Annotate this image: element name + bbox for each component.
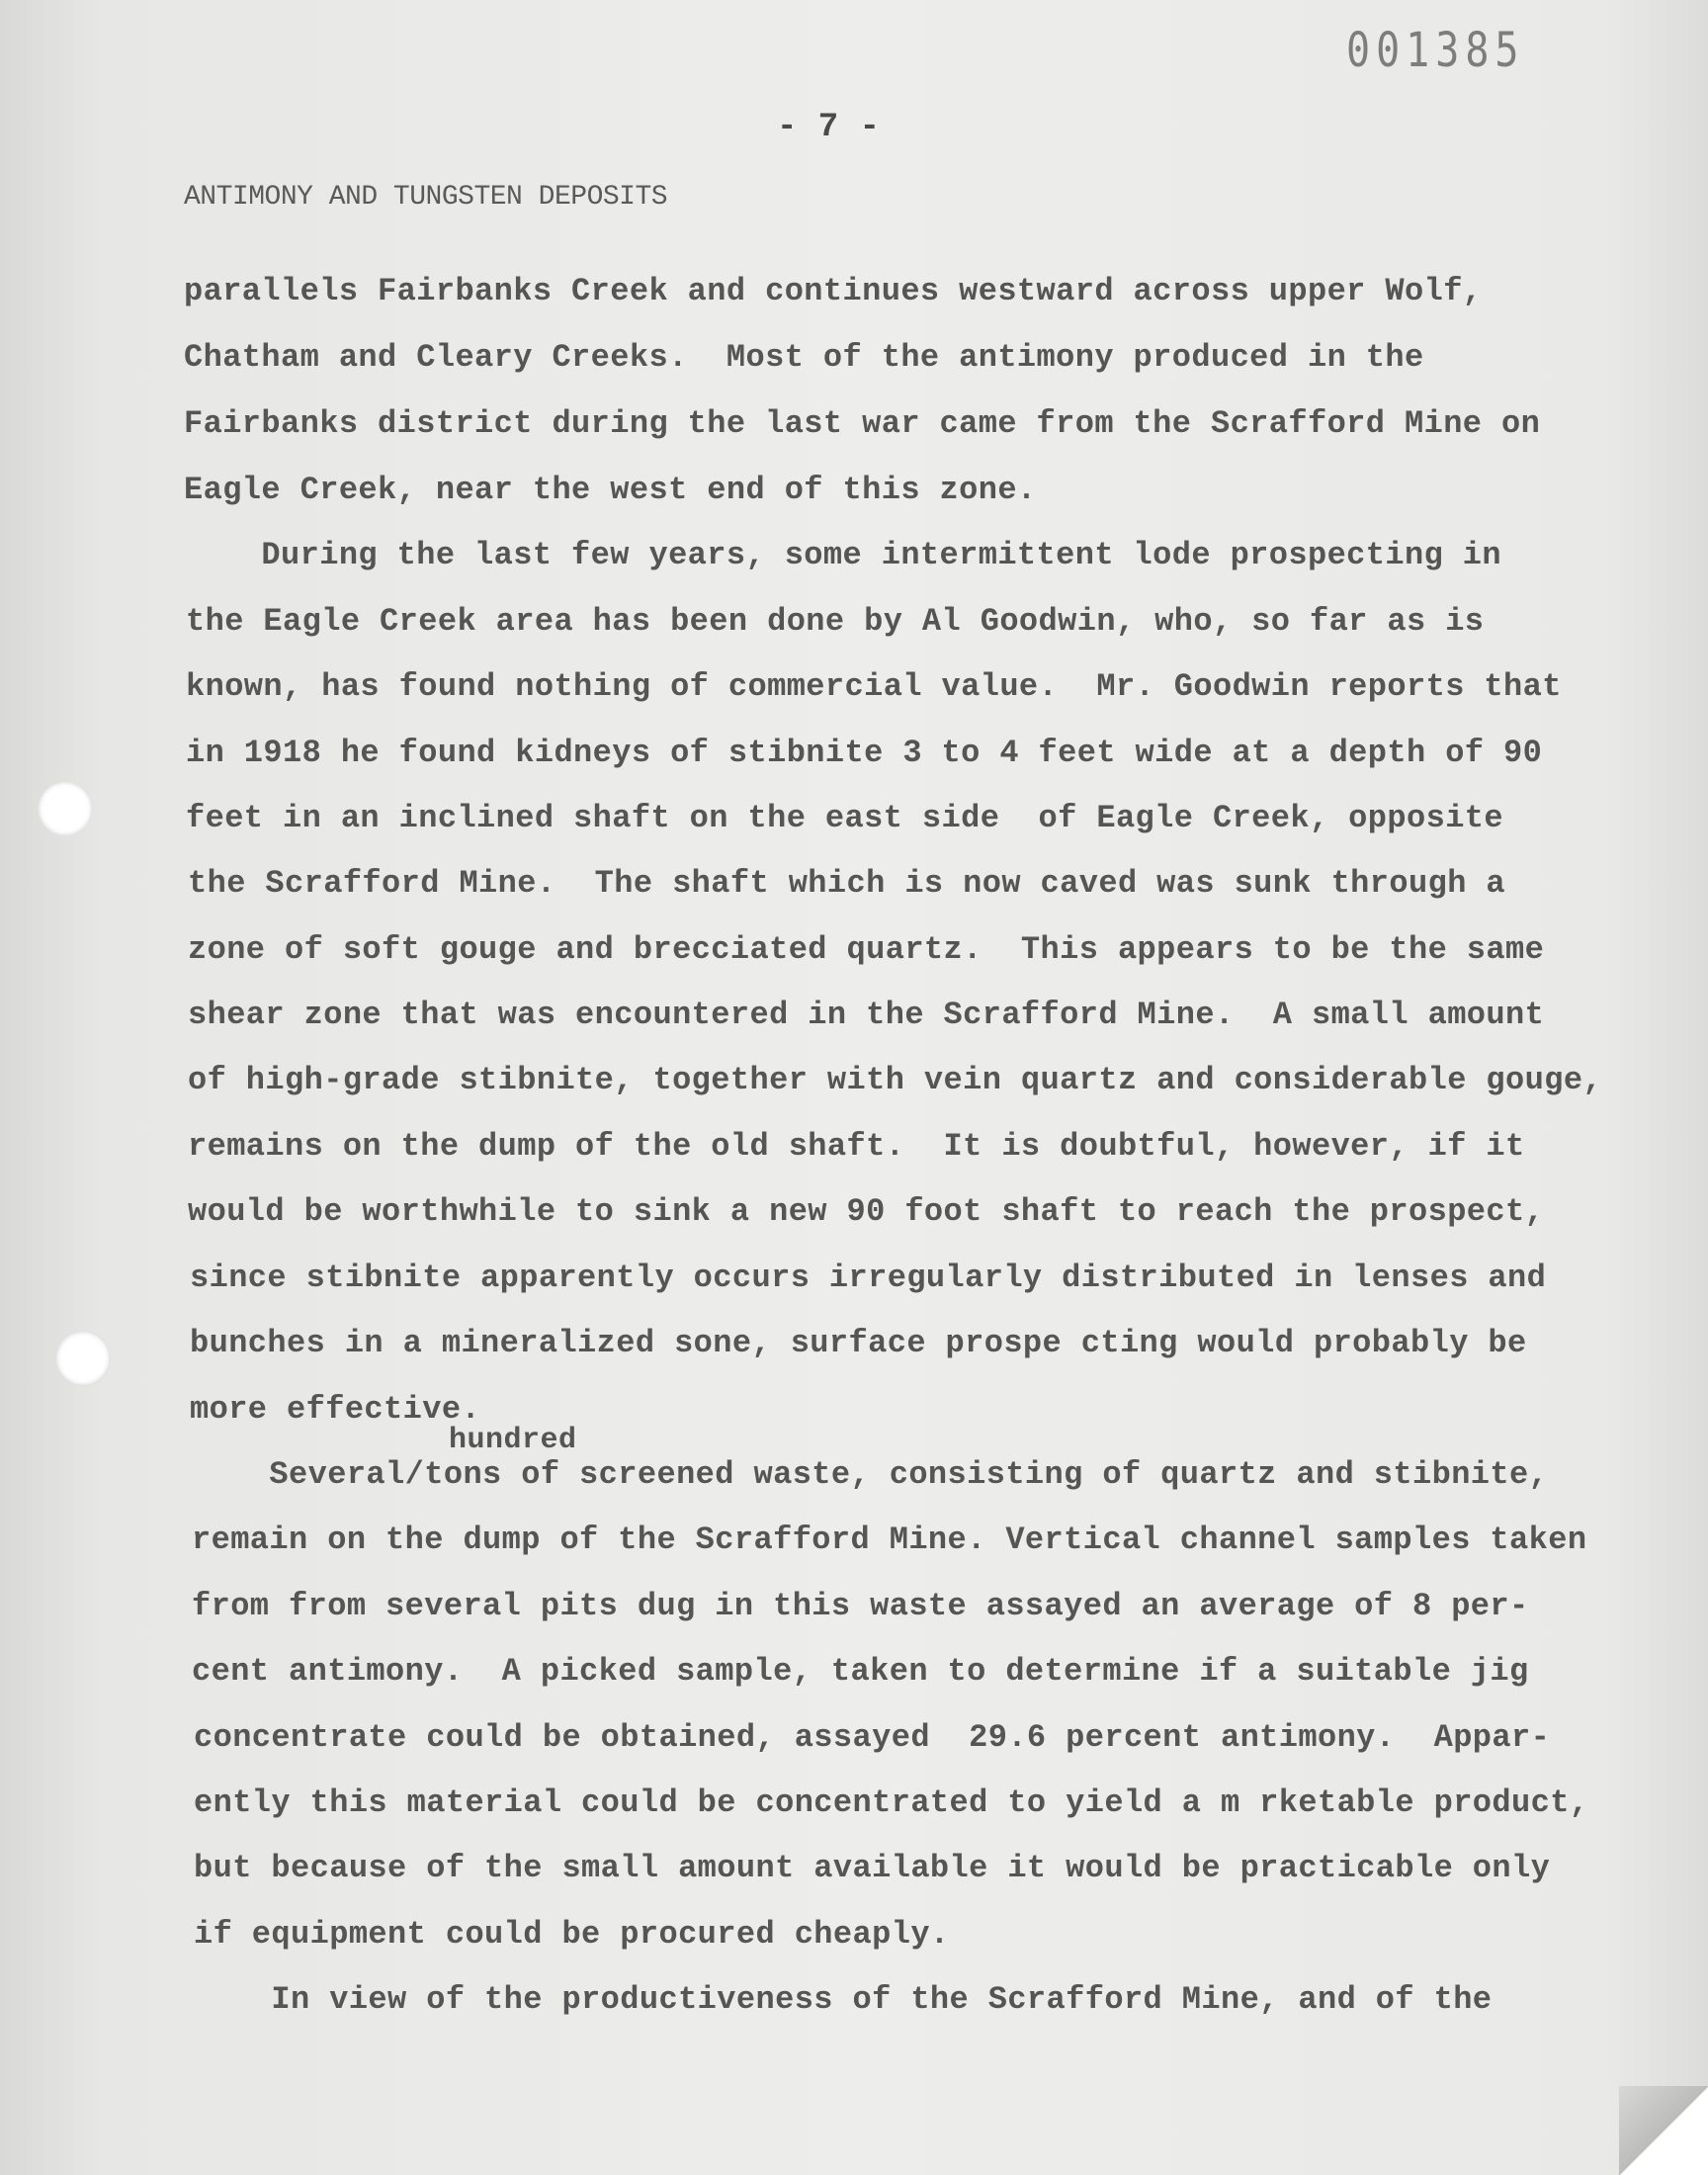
body-line: bunches in a mineralized sone, surface prospe cting would probably be <box>190 1325 1527 1361</box>
body-line: parallels Fairbanks Creek and continues westward across upper Wolf, <box>184 273 1483 309</box>
page-number: - 7 - <box>777 109 881 146</box>
body-line: of high-grade stibnite, together with vein quartz and considerable gouge, <box>188 1062 1603 1098</box>
body-line: Eagle Creek, near the west end of this zone. <box>184 472 1037 508</box>
body-line: but because of the small amount available it would be practicable only <box>194 1850 1551 1886</box>
punch-hole <box>38 781 93 836</box>
body-line: In view of the productiveness of the Scrafford Mine, and of the <box>194 1981 1493 2018</box>
folded-corner <box>1619 2086 1708 2175</box>
body-line: Fairbanks district during the last war came from the Scrafford Mine on <box>184 405 1541 442</box>
body-line: would be worthwhile to sink a new 90 foot shaft to reach the prospect, <box>188 1193 1545 1230</box>
document-number: 001385 <box>1346 24 1525 79</box>
body-line: Several/tons of screened waste, consisting of quartz and stibnite, <box>192 1456 1549 1493</box>
body-line: During the last few years, some intermittent lode prospecting in <box>184 537 1502 573</box>
body-line: if equipment could be procured cheaply. <box>194 1916 950 1953</box>
body-line: Chatham and Cleary Creeks. Most of the antimony produced in the <box>184 339 1424 376</box>
body-line: shear zone that was encountered in the Scrafford Mine. A small amount <box>188 997 1545 1033</box>
body-line: feet in an inclined shaft on the east side of Eagle Creek, opposite <box>186 800 1504 836</box>
body-line: in 1918 he found kidneys of stibnite 3 to 4 feet wide at a depth of 90 <box>186 735 1543 771</box>
body-line: known, has found nothing of commercial value. Mr. Goodwin reports that <box>186 668 1562 705</box>
body-line: concentrate could be obtained, assayed 29.6 percent antimony. Appar- <box>194 1719 1551 1756</box>
body-line: cent antimony. A picked sample, taken to determine if a suitable jig <box>192 1653 1529 1690</box>
body-line: zone of soft gouge and brecciated quartz. This appears to be the same <box>188 931 1545 968</box>
body-line: remains on the dump of the old shaft. It is doubtful, however, if it <box>188 1128 1525 1165</box>
body-line: ently this material could be concentrated to yield a m rketable product, <box>194 1784 1589 1821</box>
section-heading: ANTIMONY AND TUNGSTEN DEPOSITS <box>184 182 668 213</box>
interlinear-insertion: hundred <box>449 1424 577 1457</box>
punch-hole <box>55 1331 111 1386</box>
body-line: the Scrafford Mine. The shaft which is now caved was sunk through a <box>188 865 1506 902</box>
body-line: more effective. <box>190 1391 481 1428</box>
body-line: the Eagle Creek area has been done by Al Goodwin, who, so far as is <box>186 603 1485 640</box>
body-line: remain on the dump of the Scrafford Mine. Vertical channel samples taken <box>192 1522 1587 1558</box>
body-line: from from several pits dug in this waste assayed an average of 8 per- <box>192 1588 1529 1624</box>
body-line: since stibnite apparently occurs irregularly distributed in lenses and <box>190 1260 1547 1296</box>
